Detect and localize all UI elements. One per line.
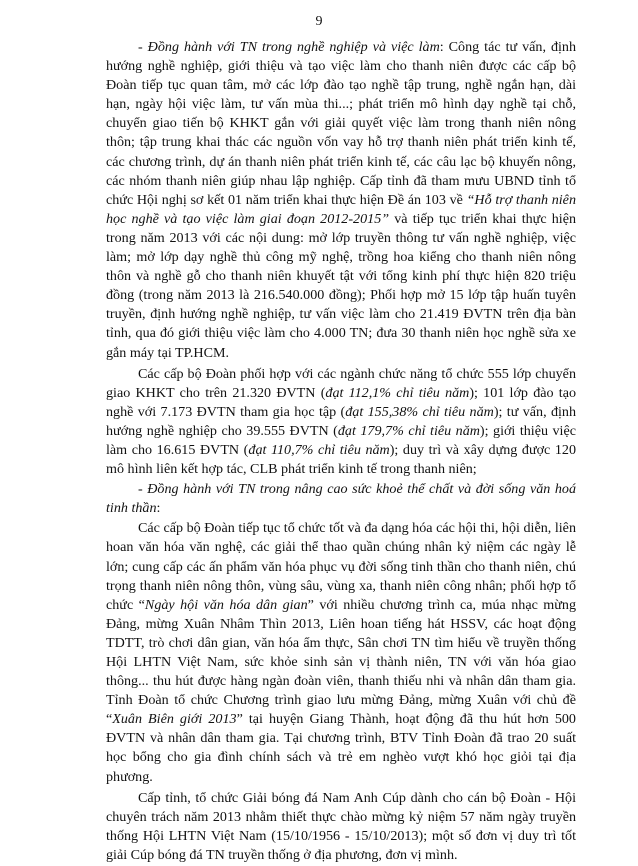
italic-run: - Đồng hành với TN trong nghề nghiệp và việc làm xyxy=(138,39,440,55)
text-run: ” với nhiều chương trình ca, múa nhạc mừng Đảng, mừng Xuân Nhâm Thìn 2013, Liên hoan tiếng hát HSSV, các hoạt động TDTT, trò chơi dân gian, văn hóa ẩm thực, Sân chơi TN tìm hiểu về truyền thống Hội LHTN Việt Nam, sức khỏe sinh sản vị thành niên, TN với văn hóa giao thông... thu hút được hàng ngàn đoàn viên, thanh thiếu nhi và nhân dân tham gia. Tỉnh Đoàn tổ chức Chương trình giao lưu mừng Đảng, mừng Xuân với chủ đề “ xyxy=(106,596,576,728)
paragraph-football-tournament xyxy=(106,789,576,865)
body-text xyxy=(106,38,576,866)
italic-run: Xuân Biên giới 2013 xyxy=(112,711,237,728)
text-run: Cấp tỉnh, tổ chức Giải bóng đá Nam Anh Cúp dành cho cán bộ Đoàn - Hội chuyên trách năm 2013 nhằm thiết thực chào mừng kỷ niệm 57 năm ngày truyền thống Hội LHTN Việt Nam (15/10/1956 - 15/10/2013); một số đơn vị duy trì tốt giải Cúp bóng đá TN truyền thống ở địa phương, đơn vị mình. xyxy=(106,789,576,863)
italic-run: đạt 112,1% chỉ tiêu năm xyxy=(325,384,470,401)
page-number: 9 xyxy=(315,14,323,29)
italic-run: đạt 179,7% chỉ tiêu năm xyxy=(337,422,480,439)
paragraph-health-culture-heading xyxy=(106,480,576,518)
italic-run: “Hỗ trợ thanh niên học nghề và tạo việc làm giai đoạn 2012-2015” xyxy=(106,191,576,227)
text-run: Các cấp bộ Đoàn phối hợp với các ngành chức năng tổ chức 555 lớp chuyển giao KHKT cho trên 21.320 ĐVTN ( xyxy=(106,365,576,401)
italic-run: đạt 155,38% chỉ tiêu năm xyxy=(345,403,494,420)
paragraph-employment xyxy=(106,38,576,363)
italic-run: - Đồng hành với TN trong nâng cao sức khoẻ thể chất và đời sống văn hoá tinh thần xyxy=(106,481,576,517)
text-run: và tiếp tục triển khai thực hiện trong năm 2013 với các nội dung: mở lớp truyền thông tư vấn nghề nghiệp, việc làm; mở lớp dạy nghề thủ công mỹ nghệ, trồng hoa kiểng cho thanh niên nông thôn và nghề gỗ cho thanh niên khuyết tật với tổng kinh phí thực hiện 820 triệu đồng (trong năm 2013 là 216.540.000 đồng); Phối hợp mở 15 lớp tập huấn tuyên truyền, định hướng nghề nghiệp, tư vấn việc làm cho 21.419 ĐVTN trên địa bàn tỉnh, qua đó giới thiệu việc làm cho 4.000 TN; đưa 30 thanh niên học nghề sửa xe gắn máy tại TP.HCM. xyxy=(106,210,576,361)
italic-run: Ngày hội văn hóa dân gian xyxy=(144,596,308,613)
italic-run: đạt 110,7% chỉ tiêu năm xyxy=(248,441,390,458)
text-run: ); 101 lớp đào tạo nghề với 7.173 ĐVTN tham gia học tập ( xyxy=(106,384,576,420)
text-run: : Công tác tư vấn, định hướng nghề nghiệp, giới thiệu và tạo việc làm cho thanh niên được các cấp bộ Đoàn tiếp tục quan tâm, mở các lớp đào tạo nghề tập trung, nghề ngắn hạn, dài hạn, ngày hội việc làm, tư vấn mùa thi...; phát triển mô hình dạy nghề tại chỗ, chuyển giao tiến bộ KHKT gắn với giải quyết việc làm trong thanh niên nông thôn; tập trung khai thác các nguồn vốn vay hỗ trợ thanh niên phát triển kinh tế, các chương trình, dự án thanh niên phát triển kinh tế, các câu lạc bộ khuyến nông, các nhóm thanh niên giúp nhau lập nghiệp. Cấp tỉnh đã tham mưu UBND tỉnh tổ chức Hội nghị sơ kết 01 năm triển khai thực hiện Đề án 103 về xyxy=(106,39,576,208)
text-run: ” tại huyện Giang Thành, hoạt động đã thu hút hơn 500 ĐVTN và nhân dân tham gia. Tại chương trình, BTV Tỉnh Đoàn đã trao 20 suất học bổng cho gia đình chính sách và trẻ em nghèo vượt khó học giỏi tại địa phương. xyxy=(106,711,576,785)
text-run: Các cấp bộ Đoàn tiếp tục tổ chức tốt và đa dạng hóa các hội thi, hội diễn, liên hoan văn hóa văn nghệ, các giải thể thao quần chúng nhân kỷ niệm các ngày lễ lớn; cung cấp các ấn phẩm văn hóa phục vụ đời sống tinh thần cho thanh niên, chú trọng thanh niên nông thôn, vùng sâu, vùng xa, thanh niên công nhân; phối hợp tổ chức “ xyxy=(106,520,576,613)
text-run: : xyxy=(156,500,161,517)
text-run: ); tư vấn, định hướng nghề nghiệp cho 39.555 ĐVTN ( xyxy=(106,403,577,439)
paragraph-training-results xyxy=(106,365,576,480)
paragraph-cultural-activities xyxy=(106,519,576,786)
text-run: ); giới thiệu việc làm cho 16.615 ĐVTN ( xyxy=(106,422,576,458)
text-run: ); duy trì và xây dựng được 120 mô hình liên kết hợp tác, CLB phát triển kinh tế trong thanh niên; xyxy=(106,441,577,478)
